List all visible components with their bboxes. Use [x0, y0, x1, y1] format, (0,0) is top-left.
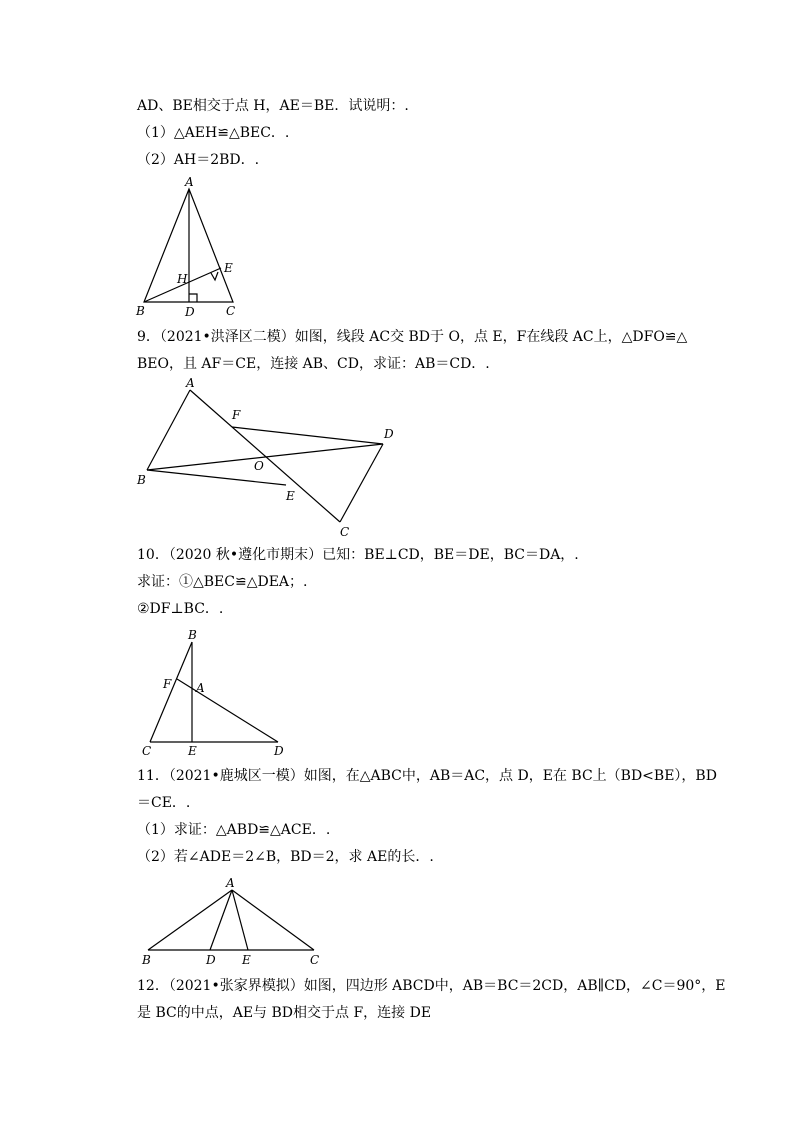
fig11-segment-ad — [210, 890, 232, 950]
fig10-label-c: C — [142, 744, 152, 758]
text-line-13: 12．（2021•张家界模拟）如图，四边形 ABCD中，AB＝BC＝2CD，AB∥CD，∠C＝90°，E — [137, 978, 726, 994]
fig9-segment-ac — [190, 390, 340, 522]
text-line-4: 9．（2021•洪泽区二模）如图，线段 AC交 BD于 O，点 E，F在线段 AC上，△DFO≌△ — [137, 329, 688, 345]
figure-8 — [130, 172, 250, 320]
fig8-right-angle-e — [211, 272, 218, 280]
fig10-label-f: F — [163, 677, 172, 691]
fig11-label-a: A — [226, 876, 235, 890]
text-line-6: 10．（2020 秋•遵化市期末）已知：BE⊥CD，BE＝DE，BC＝DA，. — [137, 547, 579, 563]
fig9-label-d: D — [384, 427, 394, 441]
fig8-label-e: E — [224, 261, 233, 275]
fig9-label-f: F — [232, 408, 241, 422]
fig10-label-a: A — [196, 681, 205, 695]
fig10-label-b: B — [188, 628, 197, 642]
fig9-label-e: E — [286, 489, 295, 503]
fig8-label-c: C — [226, 304, 236, 318]
text-line-3: （2）AH＝2BD．. — [137, 152, 260, 168]
fig11-segment-ae — [232, 890, 248, 950]
fig9-label-c: C — [340, 525, 350, 539]
fig9-segment-fd — [232, 427, 383, 444]
text-line-7: 求证：①△BEC≌△DEA；. — [137, 574, 308, 590]
fig10-label-d: D — [274, 744, 284, 758]
fig9-label-a: A — [186, 376, 195, 390]
text-line-14: 是 BC的中点，AE与 BD相交于点 F，连接 DE — [137, 1005, 432, 1021]
fig11-segment-ac — [232, 890, 314, 950]
figure-10 — [136, 624, 296, 758]
fig8-label-a: A — [185, 175, 194, 189]
text-line-5: BEO，且 AF＝CE，连接 AB、CD，求证：AB＝CD．. — [137, 356, 490, 372]
fig9-label-b: B — [137, 473, 146, 487]
fig8-label-b: B — [136, 304, 145, 318]
fig8-right-angle-d — [189, 294, 197, 302]
text-line-1: AD、BE相交于点 H，AE＝BE．试说明：. — [137, 98, 409, 114]
fig9-segment-be — [147, 470, 286, 485]
fig8-label-d: D — [185, 305, 195, 319]
text-line-10: ＝CE．. — [137, 795, 191, 811]
text-line-12: （2）若∠ADE＝2∠B，BD＝2，求 AE的长．. — [137, 849, 434, 865]
text-line-9: 11．（2021•鹿城区一模）如图，在△ABC中，AB＝AC，点 D，E在 BC上（BD<BE），BD — [137, 768, 717, 784]
fig10-label-e: E — [188, 744, 197, 758]
fig8-label-h: H — [177, 272, 188, 286]
text-line-8: ②DF⊥BC．. — [137, 601, 224, 617]
fig11-label-d: D — [206, 953, 216, 967]
fig11-label-b: B — [142, 953, 151, 967]
fig11-segment-ab — [148, 890, 232, 950]
fig9-segment-dc — [340, 444, 383, 522]
fig10-segment-bc — [150, 642, 192, 742]
text-line-2: （1）△AEH≌△BEC．. — [137, 125, 290, 141]
fig11-label-c: C — [310, 953, 320, 967]
text-line-11: （1）求证：△ABD≌△ACE．. — [137, 822, 331, 838]
fig11-label-e: E — [242, 953, 251, 967]
fig9-segment-bd — [147, 444, 383, 470]
figure-9 — [132, 374, 402, 544]
fig9-label-o: O — [254, 459, 264, 473]
figure-11 — [136, 874, 326, 968]
fig9-segment-ab — [147, 390, 190, 470]
